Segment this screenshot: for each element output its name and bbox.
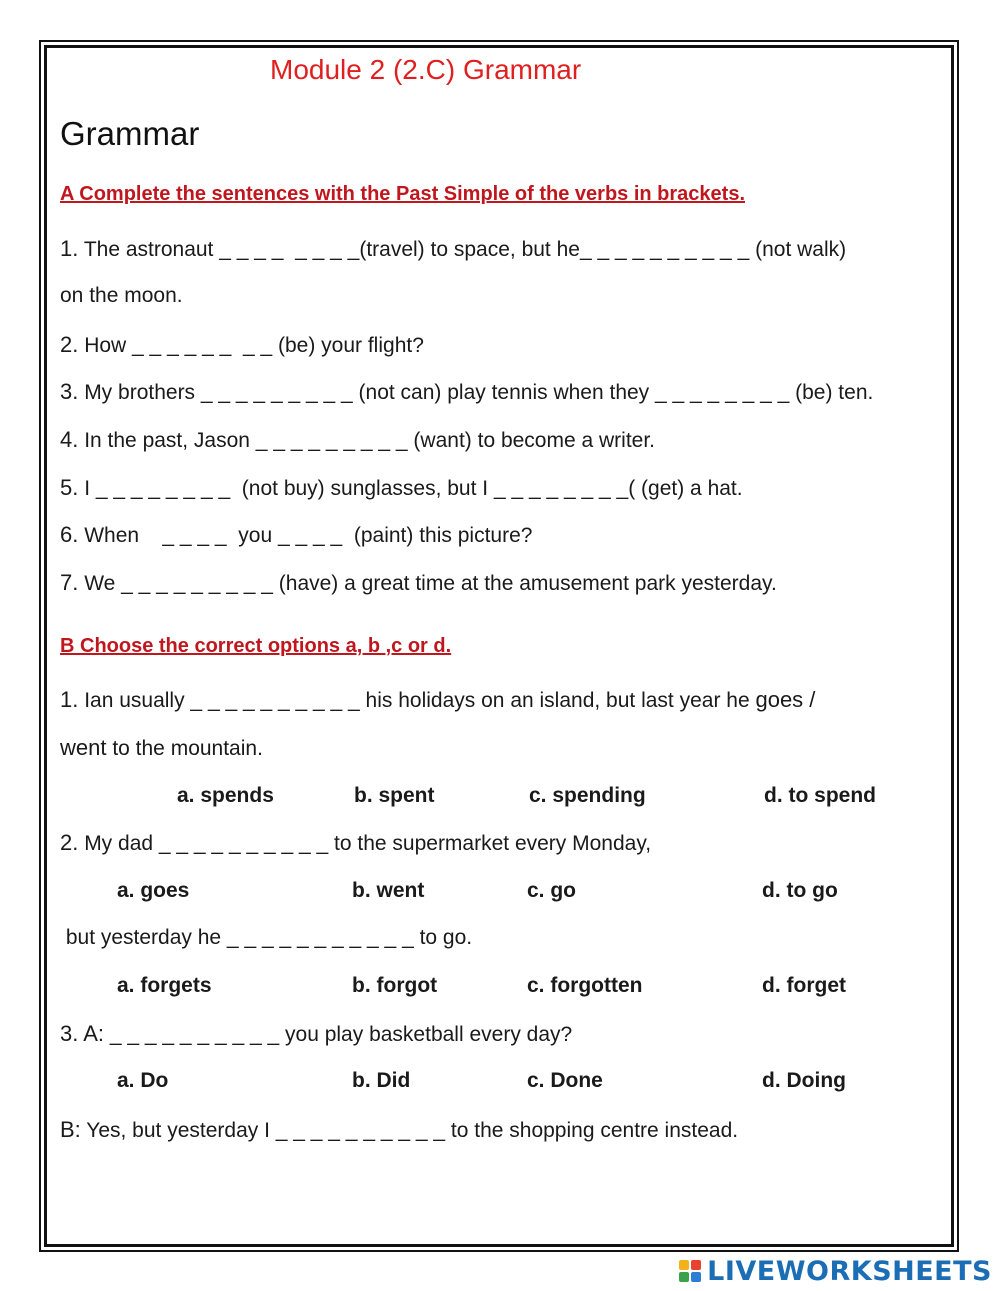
exercise-a-line-5 xyxy=(60,475,743,501)
sentence-text: on the moon. xyxy=(60,284,183,307)
sentence-text: to the mountain. xyxy=(106,737,263,760)
logo-square-icon xyxy=(679,1272,689,1282)
sentence-text: My brothers _ _ _ _ _ _ _ _ _ (not can) play tennis when they _ _ _ _ _ _ _ _ (be) ten. xyxy=(78,381,874,404)
item-number: 6. xyxy=(60,522,79,547)
section-b-instruction: B Choose the correct options a, b ,c or d. xyxy=(60,635,452,657)
item-number: 4. xyxy=(60,427,79,452)
exercise-a-line-6 xyxy=(60,522,532,548)
item-number: 5. xyxy=(60,475,79,500)
exercise-a-line-2 xyxy=(60,332,424,358)
sentence-text: How _ _ _ _ _ _ _ _ (be) your flight? xyxy=(78,334,424,357)
item-number: 1. xyxy=(60,687,79,712)
liveworksheets-mark-icon xyxy=(679,1260,701,1282)
logo-square-icon xyxy=(679,1260,689,1270)
item-number: 2. xyxy=(60,332,79,357)
worksheet-title: Module 2 (2.C) Grammar xyxy=(270,54,582,85)
sentence-text: When _ _ _ _ you _ _ _ _ (paint) this picture? xyxy=(78,524,533,547)
logo-square-icon xyxy=(691,1260,701,1270)
item-number: 3. xyxy=(60,1021,79,1046)
exercise-b-q2-line-2 xyxy=(60,926,472,950)
logo-square-icon xyxy=(691,1272,701,1282)
exercise-b-q1-line-2 xyxy=(60,735,263,761)
item-number: 2. xyxy=(60,830,79,855)
option-d[interactable]: d. forget xyxy=(762,974,846,997)
sentence-text: The astronaut _ _ _ _ _ _ _ _(travel) to space, but he_ _ _ _ _ _ _ _ _ _ (not walk) xyxy=(78,238,847,261)
option-c[interactable]: c. Done xyxy=(527,1069,603,1092)
option-b[interactable]: b. went xyxy=(352,879,425,902)
option-c[interactable]: c. go xyxy=(527,879,577,902)
option-b[interactable]: b. Did xyxy=(352,1069,411,1092)
option-a[interactable]: a. forgets xyxy=(117,974,212,997)
exercise-a-line-4 xyxy=(60,427,655,453)
exercise-a-line-1b xyxy=(60,284,183,308)
speaker-label: A: xyxy=(78,1021,105,1046)
item-number: 3. xyxy=(60,379,79,404)
sentence-text: Yes, but yesterday I _ _ _ _ _ _ _ _ _ _ to the shopping centre instead. xyxy=(80,1119,739,1142)
option-a[interactable]: a. goes xyxy=(117,879,190,902)
liveworksheets-wordmark: LIVEWORKSHEETS xyxy=(707,1255,992,1287)
option-c[interactable]: c. forgotten xyxy=(527,974,643,997)
option-d[interactable]: d. to go xyxy=(762,879,838,902)
section-a-instruction: A Complete the sentences with the Past Simple of the verbs in brackets. xyxy=(60,183,745,205)
exercise-b-q3-line-2 xyxy=(60,1117,738,1143)
page-heading: Grammar xyxy=(60,115,200,152)
item-number: 1. xyxy=(60,236,79,261)
option-d[interactable]: d. to spend xyxy=(764,784,876,807)
sentence-text: _ _ _ _ _ _ _ _ _ _ you play basketball every day? xyxy=(104,1023,573,1046)
hint-text: goes / xyxy=(755,687,816,712)
exercise-b-q1-line-1 xyxy=(60,687,815,713)
sentence-text: I _ _ _ _ _ _ _ _ (not buy) sunglasses, but I _ _ _ _ _ _ _ _( (get) a hat. xyxy=(78,477,743,500)
sentence-text: We _ _ _ _ _ _ _ _ _ (have) a great time at the amusement park yesterday. xyxy=(78,572,777,595)
option-d[interactable]: d. Doing xyxy=(762,1069,846,1092)
exercise-a-line-7 xyxy=(60,570,777,596)
sentence-text: but yesterday he _ _ _ _ _ _ _ _ _ _ _ to go. xyxy=(60,926,473,949)
option-b[interactable]: b. forgot xyxy=(352,974,438,997)
sentence-text: In the past, Jason _ _ _ _ _ _ _ _ _ (want) to become a writer. xyxy=(78,429,656,452)
exercise-b-q2-line-1 xyxy=(60,830,651,856)
option-b[interactable]: b. spent xyxy=(354,784,435,807)
sentence-text: My dad _ _ _ _ _ _ _ _ _ _ to the supermarket every Monday, xyxy=(78,832,652,855)
exercise-a-line-3 xyxy=(60,379,873,405)
hint-text: went xyxy=(60,735,107,760)
item-number: 7. xyxy=(60,570,79,595)
sentence-text: Ian usually _ _ _ _ _ _ _ _ _ _ his holidays on an island, but last year he xyxy=(78,689,756,712)
option-c[interactable]: c. spending xyxy=(529,784,646,807)
exercise-a-line-1 xyxy=(60,236,846,262)
exercise-b-q3-line-1 xyxy=(60,1021,572,1047)
speaker-label: B: xyxy=(60,1117,81,1142)
option-a[interactable]: a. spends xyxy=(177,784,274,807)
liveworksheets-logo[interactable] xyxy=(679,1254,992,1288)
option-a[interactable]: a. Do xyxy=(117,1069,169,1092)
